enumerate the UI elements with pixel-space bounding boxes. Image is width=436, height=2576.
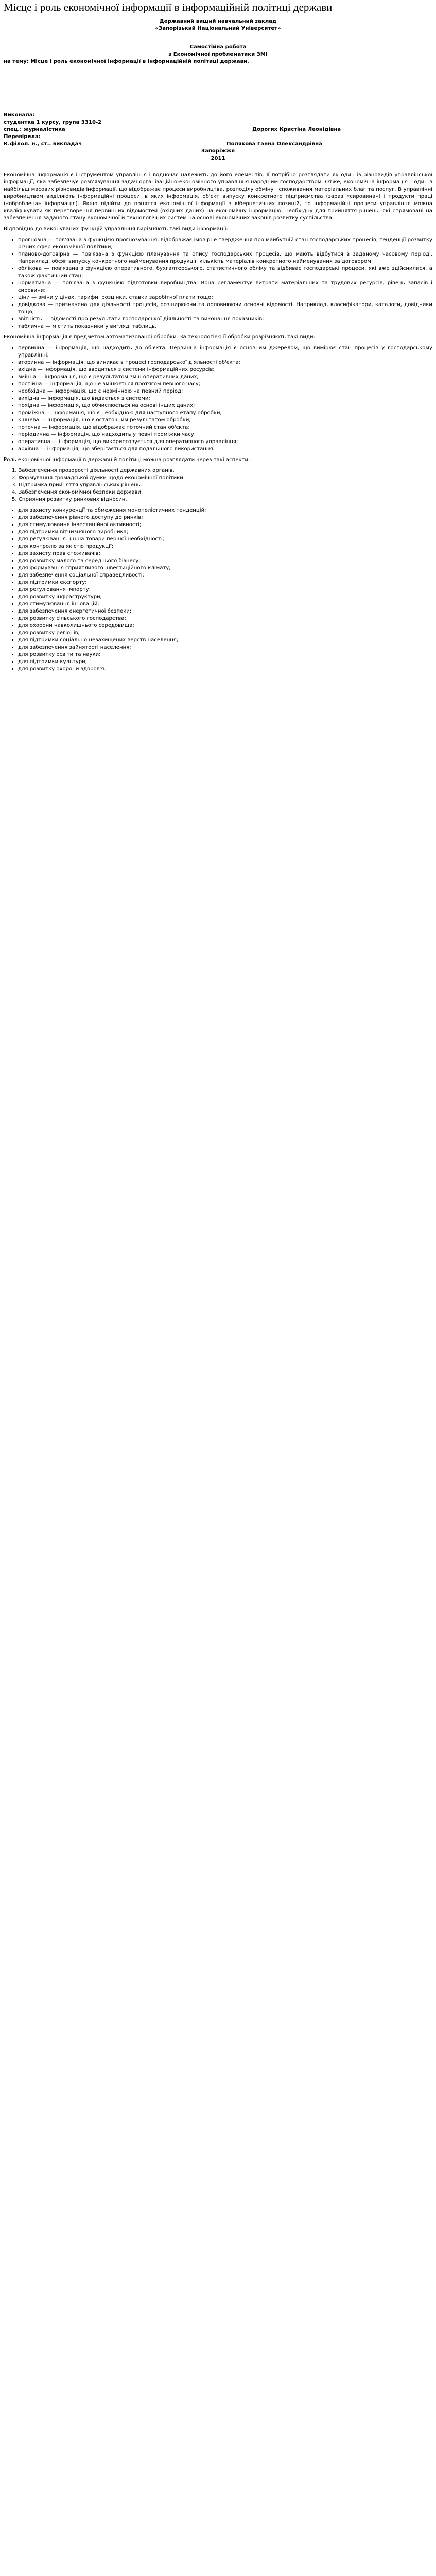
competition-list — [4, 507, 432, 673]
list-item: • для забезпечення енергетичної безпеки; — [18, 608, 432, 615]
work-type-line: Самостійна робота — [189, 44, 247, 50]
list-item: • для охорони навколишнього середовища; — [18, 622, 432, 630]
spec-row — [4, 126, 432, 133]
list-item: • для підтримки вітчизняного виробника; — [18, 529, 432, 536]
list-item: • поточна — інформація, що відображає поточний стан об'єкта; — [18, 424, 432, 431]
list-item: • для забезпечення рівного доступу до ринків; — [18, 514, 432, 521]
document-body — [4, 18, 432, 673]
list-item: • для захисту прав споживачів; — [18, 550, 432, 557]
list-item: • ціни — зміни у цінах, тарифи, розцінки, ставки заробітної плати тощо; — [18, 294, 432, 301]
university-line: «Запорізький Національний Університет» — [155, 26, 281, 31]
checked-label: Перевірила: — [4, 134, 41, 140]
student-name: Дорогих Кристіна Леонідівна — [252, 127, 341, 132]
auto-list — [4, 345, 432, 453]
list-item: • первинна — інформація, що надходить до об'єкта. Первинна інформація є основним джерелом, що вимірює стан процесів у господарському управлінні; — [18, 345, 432, 359]
list-item: • архівна — інформація, що зберігається для подальшого використання. — [18, 446, 432, 453]
list-item: • планово-договірна — пов'язана з функцією планування та опису господарських процесів, що мають відбутися в заданому часовому періоді. Наприклад, обсяг випуску конкретного найменування продукції, кількість матеріалів конкретного найменування за договором; — [18, 251, 432, 265]
list-item: • похідна — інформація, що обчислюється на основі інших даних; — [18, 402, 432, 410]
list-item: • для розвитку малого та середнього бізнесу; — [18, 557, 432, 565]
subject-line: з Економічної проблематики ЗМІ — [168, 52, 268, 57]
intro-paragraph-2: Відповідно до виконуваних функцій управління вирізняють такі види інформації: — [4, 226, 229, 232]
list-item: • вторинна — інформація, що виникає в процесі господарської діяльності об'єкта; — [18, 359, 432, 366]
list-item: • для забезпечення соціальної справедливості; — [18, 572, 432, 579]
list-item: • прогнозна — пов'язана з функцією прогнозування, відображає імовірне твердження про майбутній стан господарських процесів, тенденції розвитку різних сфер економічної політики; — [18, 236, 432, 251]
list-item: • звітність — відомості про результати господарської діяльності та виконання показників; — [18, 316, 432, 323]
list-item: • для підтримки культури; — [18, 658, 432, 666]
list-item: • кінцева — інформація, що є остаточним результатом обробки; — [18, 417, 432, 424]
list-item: • для стимулювання інвестиційної активності; — [18, 521, 432, 529]
list-item: • для регулювання імпорту; — [18, 586, 432, 594]
intro-paragraph-1: Економічна інформація є інструментом управління і водночас належить до його елементів. Її потрібно розглядати як один із різновидів управлінської інформації, яка забезпечує розв'язування задач організаційно-економічного управління народним господарством. Отже, економічна інформація – один з найбільш масових різновидів інформації, що відображає процеси виробництва, розподілу обміну і споживання матеріальних благ та послуг. В управлінні виробництвом виділяють інформаційні процеси, в яких інформація, об'єкт випуску конкретного підприємства (зараз «сировина») і продукти праці («оброблена» інформація). Якщо підійти до поняття економічної інформації з кібернетичних позицій, то інформаційні процеси управління можна кваліфікувати як перетворення первинних відомостей (вхідних даних) на економічну інформацію, необхідну для прийняття рішень, які спрямовані на забезпечення заданого стану економічної й технологічних систем на основі економічних законів розвитку суспільства. — [4, 172, 432, 221]
page-title: Місце і роль економічної інформації в інформаційній політиці держави — [4, 1, 333, 13]
list-item: • для контролю за якістю продукції; — [18, 543, 432, 550]
year-line: 2011 — [211, 156, 225, 161]
roles-list — [4, 467, 432, 503]
list-item: • вихідна — інформація, що видається з системи; — [18, 395, 432, 402]
city-line: Запоріжжя — [201, 148, 235, 154]
list-item: • для розвитку освіти та науки; — [18, 651, 432, 658]
list-item: • для формування сприятливого інвестиційного клімату; — [18, 565, 432, 572]
list-item: • необхідна — інформація, що є незмінною на певний період; — [18, 388, 432, 395]
list-item: 5. Сприяння розвитку ринкових відносин. — [12, 497, 127, 502]
roles-paragraph: Роль економічної інформації в державній політиці можна розглядати через такі аспекти: — [4, 457, 250, 463]
list-item: • вхідна — інформація, що вводиться з системи інформаційних ресурсів; — [18, 366, 432, 374]
list-item: • для розвитку сільського господарства; — [18, 615, 432, 622]
list-item: • оперативна — інформація, що використовується для оперативного управління; — [18, 438, 432, 446]
teacher-row — [4, 141, 432, 148]
list-item: • облікова — пов'язана з функцією оперативного, бухгалтерського, статистичного обліку та відбиває господарські процеси, які вже здійснилися, а також фактичний стан; — [18, 265, 432, 280]
list-item: • таблична — містить показники у вигляді таблиць. — [18, 323, 432, 330]
teacher-title: К.філол. н., ст.. викладач — [4, 141, 82, 147]
ministry-line: Державний вищий навчальний заклад — [159, 19, 277, 24]
list-item: 4. Забезпечення економічної безпеки держави. — [12, 489, 143, 495]
auto-paragraph: Економічна інформація є предметом автоматизованої обробки. За технологією її обробки розрізняють такі види: — [4, 334, 315, 340]
list-item: • для захисту конкуренції та обмеження монополістичних тенденцій; — [18, 507, 432, 514]
list-item: • для забезпечення зайнятості населення; — [18, 644, 432, 651]
list-item: • для регулювання цін на товари першої необхідності; — [18, 536, 432, 543]
list-item: 3. Підтримка прийняття управлінських рішень. — [12, 482, 142, 488]
list-item: • для підтримки експорту; — [18, 579, 432, 586]
list-item: • нормативна — пов'язана з функцією підготовки виробництва. Вона регламентує витрати матеріальних та трудових ресурсів, рівень запасів і сировини; — [18, 280, 432, 294]
list-item: 2. Формування громадської думки щодо економічної політики. — [12, 475, 185, 481]
list-item: • періодична — інформація, що надходить у певні проміжки часу; — [18, 431, 432, 438]
topic-line: на тему: Місце і роль економічної інформації в інформаційній політиці держави. — [4, 59, 249, 64]
list-item: • для розвитку регіонів; — [18, 630, 432, 637]
list-item: • для підтримки соціально незахищених верств населення; — [18, 637, 432, 644]
student-group: студентка 1 курсу, група 3310-2 — [4, 120, 102, 125]
teacher-name: Полякова Ганна Олександрівна — [226, 141, 322, 147]
list-item: 1. Забезпечення прозорості діяльності державних органів. — [12, 468, 175, 473]
spec-label: спец.: журналістика — [4, 127, 65, 132]
page — [0, 0, 436, 673]
list-item: • проміжна — інформація, що є необхідною для наступного етапу обробки; — [18, 410, 432, 417]
list-item: • змінна — інформація, що є результатом змін оперативних даних; — [18, 374, 432, 381]
executed-label: Виконала: — [4, 112, 35, 118]
list-item: • для стимулювання інновацій; — [18, 601, 432, 608]
list-item: • для розвитку охорони здоров'я. — [18, 666, 432, 673]
list-item: • довідкова — призначена для діяльності процесів, розширюючи та доповнюючи основні відомості. Наприклад, класифікатори, каталоги, довідники тощо; — [18, 301, 432, 316]
list-item: • постійна — інформація, що не змінюється протягом певного часу; — [18, 381, 432, 388]
functions-list — [4, 236, 432, 330]
list-item: • для розвитку інфраструктури; — [18, 594, 432, 601]
